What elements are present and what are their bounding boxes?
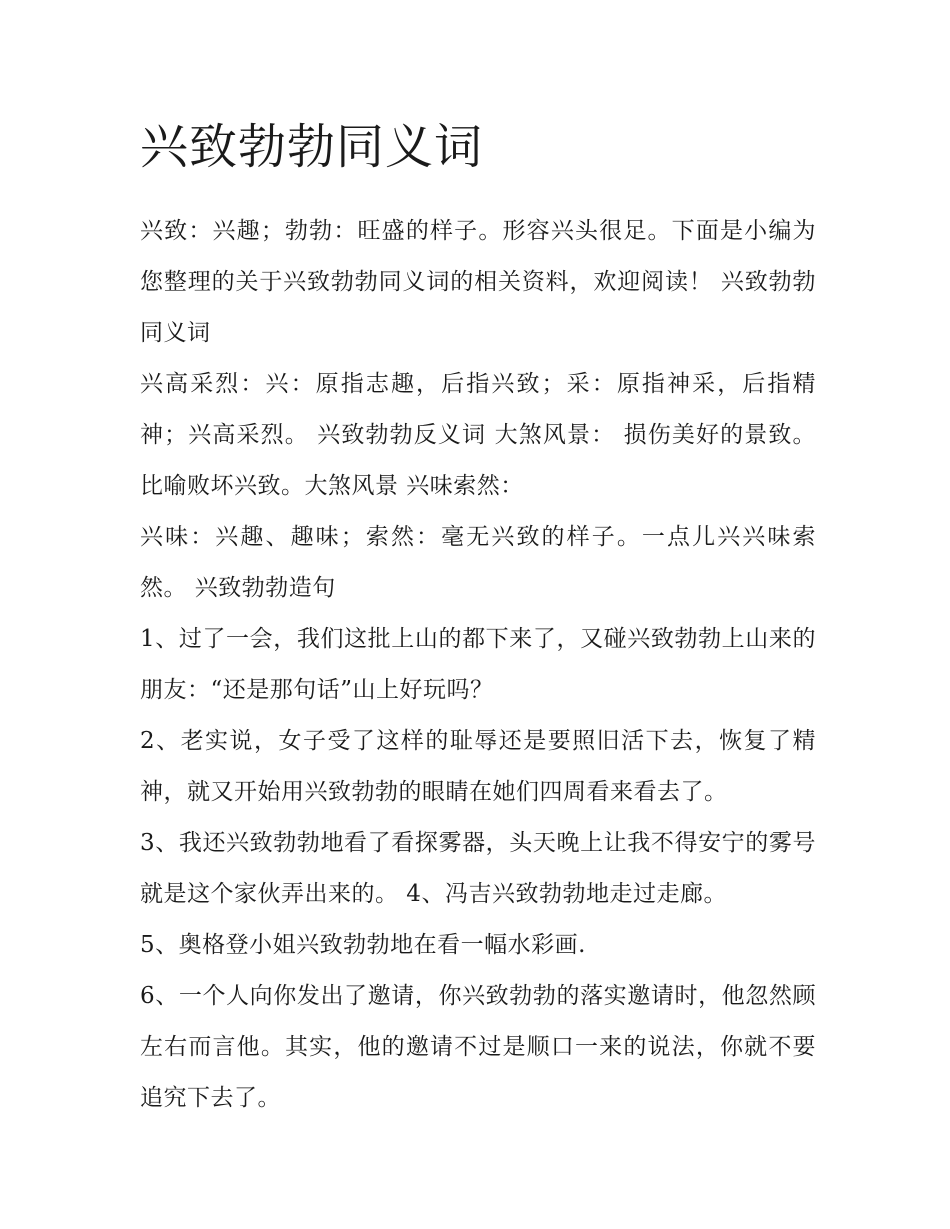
example-sentence-5: 5、奥格登小姐兴致勃勃地在看一幅水彩画. <box>140 932 586 958</box>
document-title: 兴致勃勃同义词 <box>140 119 484 175</box>
example-sentence-2: 2、老实说，女子受了这样的耻辱还是要照旧活下去，恢复了精神，就又开始用兴致勃勃的眼睛在她们四周看来看去了。 <box>140 728 816 805</box>
antonym-paragraph: 兴味：兴趣、趣味；索然：毫无兴致的样子。一点儿兴兴味索然。 兴致勃勃造句 <box>140 524 816 601</box>
intro-paragraph: 兴致：兴趣；勃勃：旺盛的样子。形容兴头很足。下面是小编为您整理的关于兴致勃勃同义词的相关资料，欢迎阅读！ 兴致勃勃同义词 <box>140 218 816 346</box>
document-page <box>140 112 816 1124</box>
example-sentence-1: 1、过了一会，我们这批上山的都下来了，又碰兴致勃勃上山来的朋友：“还是那句话”山上好玩吗？ <box>140 626 816 703</box>
example-sentence-6: 6、一个人向你发出了邀请，你兴致勃勃的落实邀请时，他忽然顾左右而言他。其实，他的邀请不过是顺口一来的说法，你就不要追究下去了。 <box>140 983 816 1111</box>
synonym-paragraph: 兴高采烈：兴：原指志趣，后指兴致；采：原指神采，后指精神；兴高采烈。 兴致勃勃反义词 大煞风景： 损伤美好的景致。比喻败坏兴致。大煞风景 兴味索然： <box>140 371 816 499</box>
example-sentence-3-4: 3、我还兴致勃勃地看了看探雾器，头天晚上让我不得安宁的雾号就是这个家伙弄出来的。 4、冯吉兴致勃勃地走过走廊。 <box>140 830 816 907</box>
